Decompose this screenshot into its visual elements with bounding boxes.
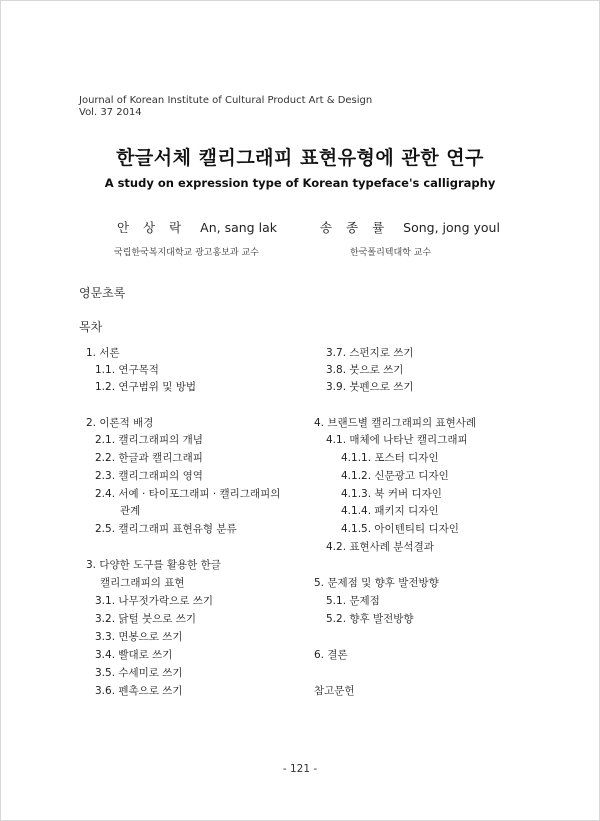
toc-item: 3.9. 붓펜으로 쓰기: [326, 381, 414, 393]
toc-item: 2.1. 캘리그래피의 개념: [95, 434, 203, 446]
author-1-korean-name: 안 상 락: [117, 220, 187, 235]
page-number: - 121 -: [282, 763, 318, 775]
toc-item: 1. 서론: [86, 347, 120, 359]
author-2-korean-name: 송 종 률: [320, 220, 390, 235]
author-2-affiliation: 한국폴리텍대학 교수: [350, 248, 432, 258]
author-1: [117, 218, 277, 236]
toc-item: 4.1.1. 포스터 디자인: [341, 452, 439, 464]
toc-item: 4.1.5. 아이텐티티 디자인: [341, 523, 459, 535]
toc-item: 4.2. 표현사례 분석결과: [326, 541, 434, 553]
toc-item: 3.2. 닭털 붓으로 쓰기: [95, 613, 197, 625]
author-1-affiliation: 국립한국복지대학교 광고홍보과 교수: [114, 248, 259, 258]
toc-item: 4. 브랜드별 캘리그래피의 표현사례: [314, 417, 477, 429]
journal-info: [79, 95, 372, 119]
toc-item: 관계: [120, 505, 141, 517]
journal-volume: Vol. 37 2014: [79, 107, 142, 118]
toc-item: 3.7. 스펀지로 쓰기: [326, 347, 414, 359]
toc-item: 2.4. 서예 · 타이포그래피 · 캘리그래피의: [95, 488, 281, 500]
toc-item: 캘리그래피의 표현: [100, 577, 185, 589]
toc-item: 2.2. 한글과 캘리그래피: [95, 452, 203, 464]
journal-name: Journal of Korean Institute of Cultural Product Art & Design: [79, 95, 373, 106]
paper-subtitle: A study on expression type of Korean typeface's calligraphy: [104, 176, 496, 190]
toc-item: 2.3. 캘리그래피의 영역: [95, 470, 203, 482]
toc-item: 3.6. 펜촉으로 쓰기: [95, 685, 183, 697]
toc-item: 5.1. 문제점: [326, 595, 380, 607]
toc-item: 4.1. 매체에 나타난 캘리그래피: [326, 434, 468, 446]
toc-item: 3.1. 나무젓가락으로 쓰기: [95, 595, 213, 607]
toc-item: 6. 결론: [314, 649, 348, 661]
toc-item: 4.1.4. 패키지 디자인: [341, 505, 439, 517]
author-2-english-name: Song, jong youl: [403, 220, 500, 235]
toc-item: 3.4. 빨대로 쓰기: [95, 649, 173, 661]
toc-item: 4.1.2. 신문광고 디자인: [341, 470, 449, 482]
toc-item: 3. 다양한 도구를 활용한 한글: [86, 559, 221, 571]
toc-item: 1.1. 연구목적: [95, 364, 159, 376]
paper-title: 한글서체 캘리그래피 표현유형에 관한 연구: [116, 147, 484, 169]
author-2: [320, 218, 500, 236]
toc-item: 2. 이론적 배경: [86, 417, 154, 429]
toc-item: 5.2. 향후 발전방향: [326, 613, 414, 625]
toc-item: 3.3. 면봉으로 쓰기: [95, 631, 183, 643]
toc-item: 참고문헌: [314, 685, 355, 697]
toc-item: 2.5. 캘리그래피 표현유형 분류: [95, 523, 237, 535]
author-1-english-name: An, sang lak: [200, 220, 277, 235]
abstract-heading: 영문초록: [79, 286, 126, 300]
toc-item: 5. 문제점 및 향후 발전방향: [314, 577, 439, 589]
contents-heading: 목차: [79, 320, 103, 334]
toc-item: 3.8. 붓으로 쓰기: [326, 364, 404, 376]
toc-item: 1.2. 연구범위 및 방법: [95, 381, 197, 393]
toc-item: 4.1.3. 북 커버 디자인: [341, 488, 442, 500]
toc-item: 3.5. 수세미로 쓰기: [95, 667, 183, 679]
